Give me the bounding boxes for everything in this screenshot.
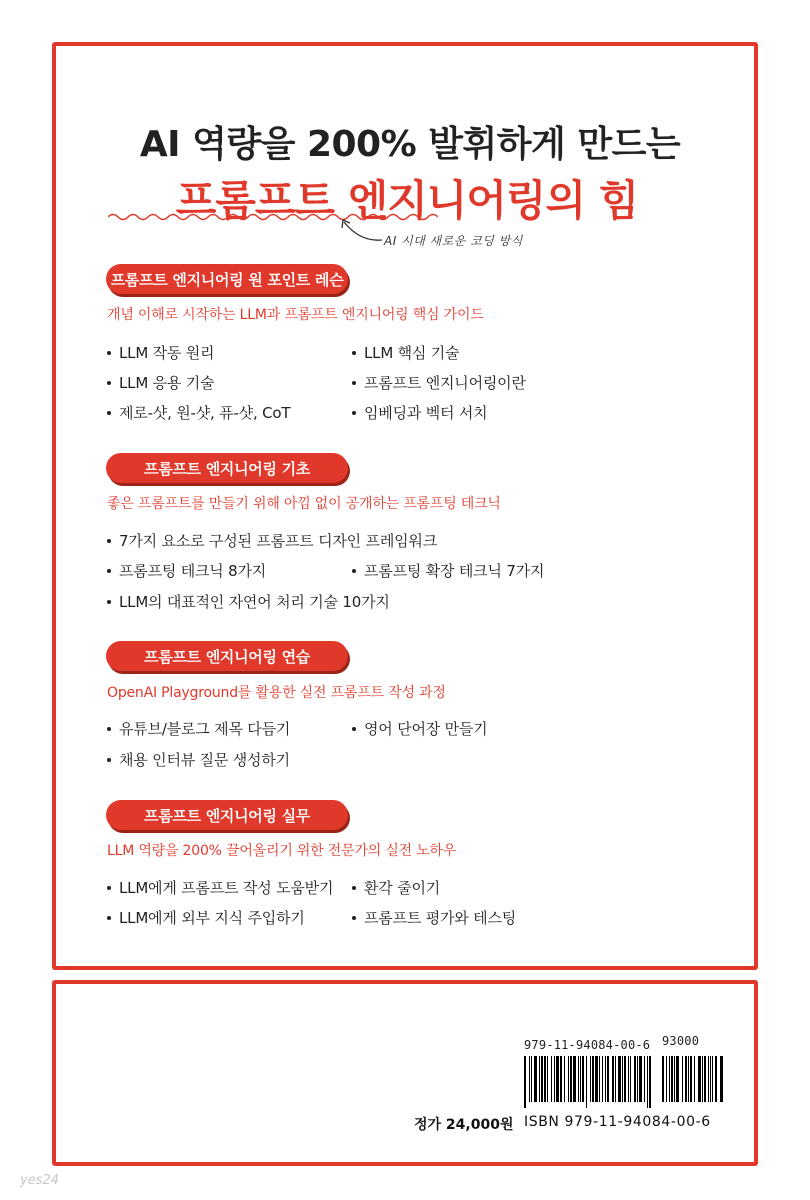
list-item: 프롬프트 평가와 테스팅 [352,907,516,928]
price-label: 정가 24,000원 [414,1117,514,1133]
barcode-bar [544,1056,546,1102]
barcode-bar [630,1056,631,1102]
section-subtitle: LLM 역량을 200% 끌어올리기 위한 전문가의 실전 노하우 [107,843,457,859]
barcode-bar [637,1056,638,1102]
barcode-bar [554,1056,555,1102]
barcode-bar [624,1056,626,1102]
list-item: LLM에게 프롬프트 작성 도움받기 [107,877,333,898]
bullet-dot-icon [107,758,111,762]
list-item: 프롬프팅 테크닉 8가지 [107,560,266,581]
list-item: LLM 작동 원리 [107,342,214,363]
barcode-bar [568,1056,569,1102]
barcode-icon [524,1056,724,1108]
barcode-bar [688,1056,689,1102]
list-item: LLM의 대표적인 자연어 처리 기술 10가지 [107,591,390,612]
barcode-bar [541,1056,543,1102]
section-subtitle: 개념 이해로 시작하는 LLM과 프롬프트 엔지니어링 핵심 가이드 [107,307,484,323]
barcode-bar [644,1056,645,1102]
barcode-bar [669,1056,670,1102]
bullet-dot-icon [107,916,111,920]
barcode-bar [690,1056,692,1102]
list-item: 프롬프팅 확장 테크닉 7가지 [352,560,544,581]
bullet-dot-icon [352,727,356,731]
barcode-bar [712,1056,713,1102]
barcode-bar [682,1056,683,1102]
barcode-bar [582,1056,584,1102]
barcode-bar [628,1056,629,1102]
barcode-bar [618,1056,621,1102]
barcode-bar [607,1056,609,1102]
list-item: 7가지 요소로 구성된 프롬프트 디자인 프레임워크 [107,530,437,551]
barcode-bar [534,1056,537,1102]
section-pill-basics: 프롬프트 엔지니어링 기초 [106,453,348,483]
barcode-bar [715,1056,717,1102]
section-subtitle: OpenAI Playground를 활용한 실전 프롬프트 작성 과정 [107,685,446,701]
list-item: 프롬프트 엔지니어링이란 [352,372,526,393]
barcode-bar [622,1056,623,1102]
bullet-dot-icon [107,569,111,573]
barcode-bar [602,1056,603,1102]
bullet-dot-icon [352,886,356,890]
barcode-bar [685,1056,687,1102]
barcode-block [524,1034,724,1053]
barcode-bar [547,1056,548,1102]
barcode-bar [708,1056,709,1102]
barcode-bar [531,1056,532,1102]
barcode-bar [573,1056,576,1102]
barcode-bar [560,1056,562,1102]
barcode-bar [529,1056,530,1102]
list-item: LLM에게 외부 지식 주입하기 [107,907,305,928]
barcode-number: 979-11-94084-00-6 [524,1038,651,1052]
bullet-dot-icon [107,727,111,731]
barcode-bar [564,1056,565,1102]
list-item: 제로-샷, 원-샷, 퓨-샷, CoT [107,402,290,423]
barcode-addon-number: 93000 [662,1034,700,1048]
barcode-bar [592,1056,594,1102]
barcode-bar [556,1056,559,1102]
list-item: LLM 핵심 기술 [352,342,459,363]
barcode-bar [674,1056,675,1102]
section-subtitle: 좋은 프롬프트를 만들기 위해 아낌 없이 공개하는 프롬프팅 테크닉 [107,496,501,512]
barcode-bar [551,1056,552,1102]
list-item: 영어 단어장 만들기 [352,718,487,739]
tagline: AI 시대 새로운 코딩 방식 [384,234,523,248]
barcode-bar [586,1056,587,1108]
barcode-bar [570,1056,572,1102]
list-item: 유튜브/블로그 제목 다듬기 [107,718,290,739]
watermark-logo: yes24 [20,1173,60,1188]
section-pill-in-practice: 프롬프트 엔지니어링 실무 [106,800,348,830]
barcode-bar [710,1056,711,1102]
barcode-bar [704,1056,706,1102]
barcode-bar [615,1056,616,1102]
bullet-dot-icon [352,569,356,573]
barcode-bar [647,1056,648,1108]
list-item: LLM 응용 기술 [107,372,214,393]
section-pill-one-point-lesson: 프롬프트 엔지니어링 원 포인트 레슨 [106,264,348,294]
barcode-bar [612,1056,614,1102]
bullet-dot-icon [107,411,111,415]
barcode-bar [539,1056,540,1102]
list-item: 환각 줄이기 [352,877,440,898]
barcode-bar [599,1056,600,1102]
bullet-dot-icon [107,351,111,355]
barcode-bar [698,1056,701,1102]
barcode-bar [595,1056,598,1102]
barcode-bar [662,1056,664,1102]
list-item: 임베딩과 벡터 서치 [352,402,487,423]
barcode-bar [702,1056,703,1102]
headline-line-2: 프롬프트 엔지니어링의 힘 [175,176,639,225]
barcode-bar [639,1056,642,1102]
barcode-bar [694,1056,695,1102]
barcode-bar [524,1056,526,1108]
barcode-bar [720,1056,723,1102]
bullet-dot-icon [107,600,111,604]
bullet-dot-icon [352,351,356,355]
barcode-bar [649,1056,651,1108]
barcode-bar [634,1056,636,1102]
list-item: 채용 인터뷰 질문 생성하기 [107,749,290,770]
bullet-dot-icon [107,381,111,385]
barcode-bar [578,1056,579,1102]
bullet-dot-icon [352,381,356,385]
arrow-icon [332,216,392,246]
bullet-dot-icon [352,916,356,920]
bullet-dot-icon [352,411,356,415]
isbn-label: ISBN 979-11-94084-00-6 [524,1114,711,1130]
section-pill-practice: 프롬프트 엔지니어링 연습 [106,641,348,671]
headline-line-1: AI 역량을 200% 발휘하게 만드는 [139,124,681,165]
bullet-dot-icon [107,886,111,890]
barcode-bar [580,1056,581,1102]
barcode-bar [671,1056,673,1102]
barcode-bar [666,1056,667,1102]
bullet-dot-icon [107,539,111,543]
barcode-bar [676,1056,679,1102]
barcode-bar [605,1056,606,1102]
barcode-bar [590,1056,591,1102]
